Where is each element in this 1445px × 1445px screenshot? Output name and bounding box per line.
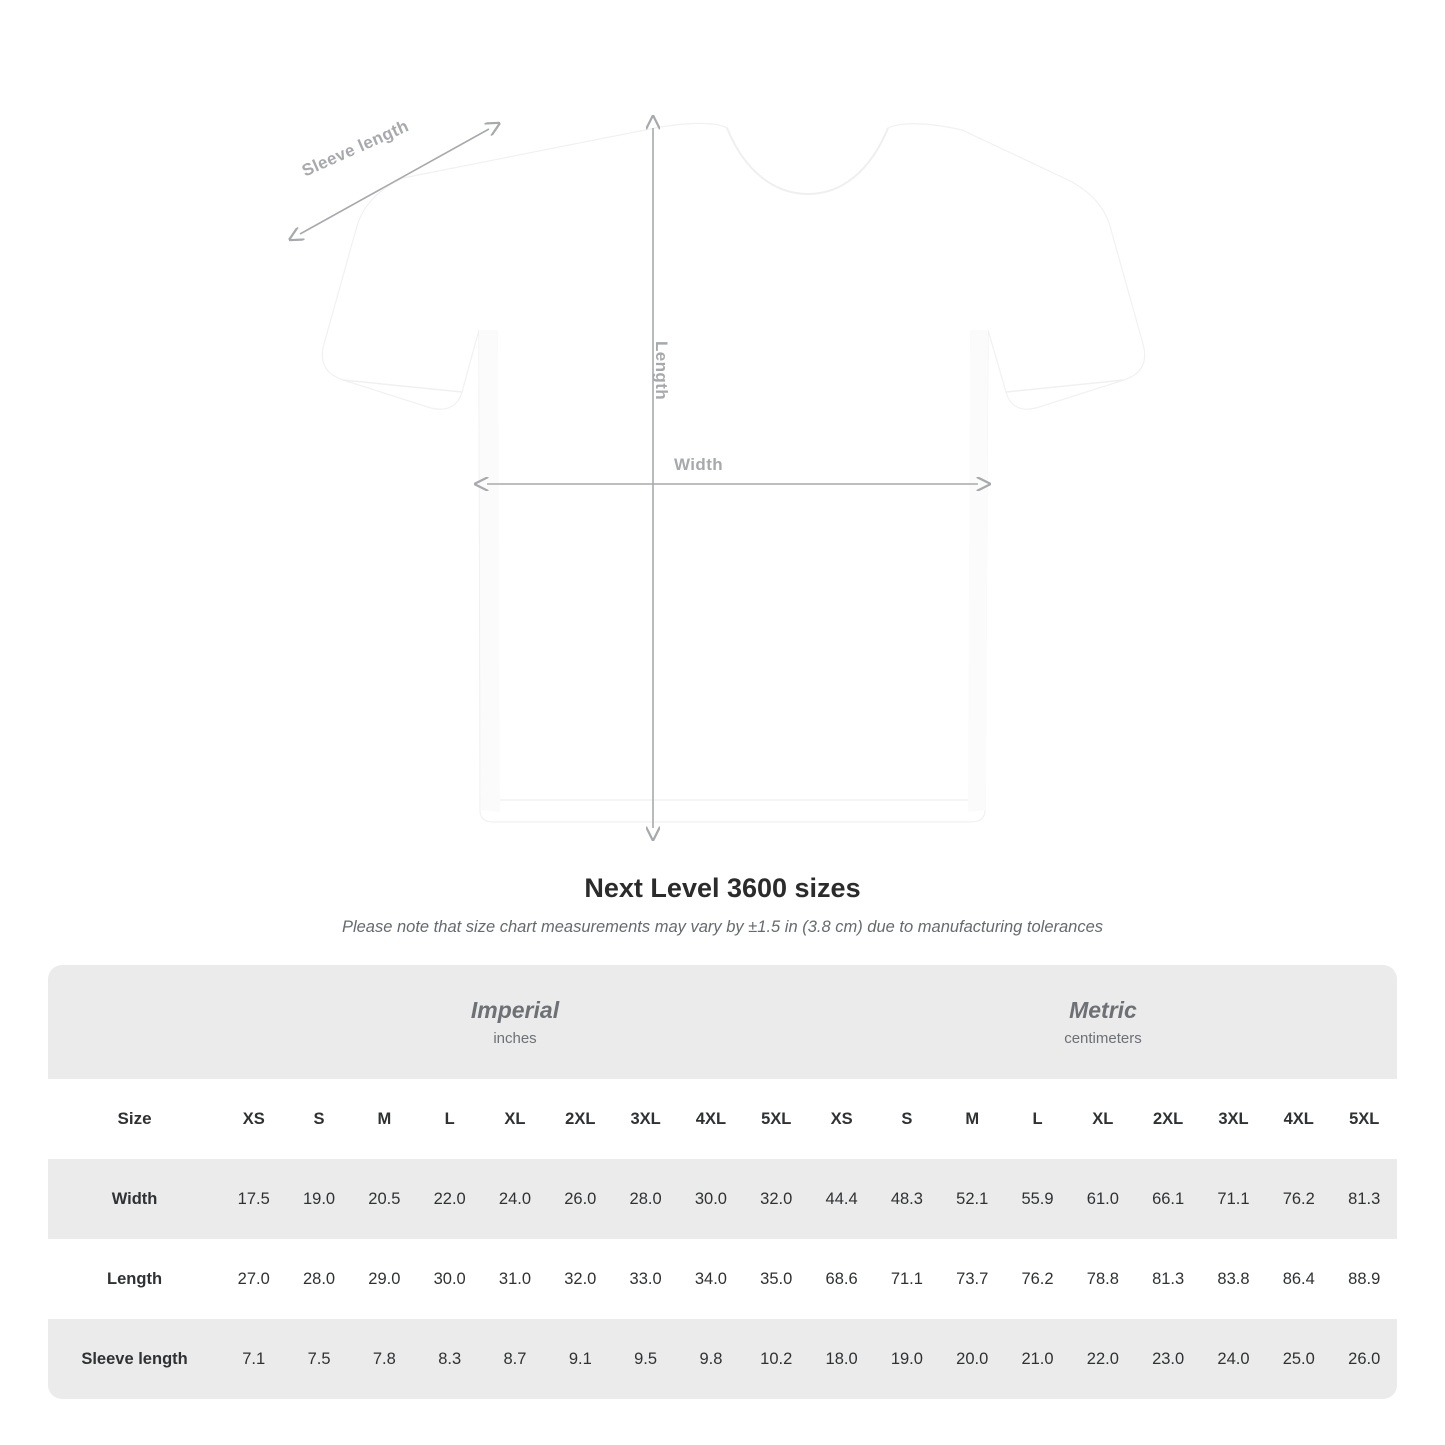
group-spacer xyxy=(48,965,221,1079)
cell-length-metric-l: 76.2 xyxy=(1005,1239,1070,1319)
group-imperial-title: Imperial xyxy=(470,997,560,1024)
cell-width-imperial-xs: 17.5 xyxy=(221,1159,286,1239)
size-header-metric-4xl: 4XL xyxy=(1266,1079,1331,1159)
unit-group-row xyxy=(48,965,1397,1079)
size-header-imperial-2xl: 2XL xyxy=(548,1079,613,1159)
cell-length-metric-3xl: 83.8 xyxy=(1201,1239,1266,1319)
cell-length-metric-5xl: 88.9 xyxy=(1331,1239,1397,1319)
size-header-metric-3xl: 3XL xyxy=(1201,1079,1266,1159)
cell-length-metric-m: 73.7 xyxy=(940,1239,1005,1319)
cell-width-metric-3xl: 71.1 xyxy=(1201,1159,1266,1239)
cell-width-metric-m: 52.1 xyxy=(940,1159,1005,1239)
size-header-metric-xs: XS xyxy=(809,1079,874,1159)
length-label: Length xyxy=(652,341,671,401)
size-header-imperial-s: S xyxy=(286,1079,351,1159)
size-header-label: Size xyxy=(48,1079,221,1159)
cell-width-metric-l: 55.9 xyxy=(1005,1159,1070,1239)
cell-length-metric-xs: 68.6 xyxy=(809,1239,874,1319)
cell-sleeve-metric-3xl: 24.0 xyxy=(1201,1319,1266,1399)
tolerance-note: Please note that size chart measurements may vary by ±1.5 in (3.8 cm) due to manufacturing tolerances xyxy=(341,918,1104,936)
cell-width-metric-xl: 61.0 xyxy=(1070,1159,1135,1239)
shirt-shape xyxy=(322,123,1144,822)
size-header-metric-xl: XL xyxy=(1070,1079,1135,1159)
cell-length-imperial-s: 28.0 xyxy=(286,1239,351,1319)
group-metric-title: Metric xyxy=(1069,997,1137,1024)
cell-length-imperial-xs: 27.0 xyxy=(221,1239,286,1319)
cell-sleeve-imperial-l: 8.3 xyxy=(417,1319,482,1399)
size-header-imperial-m: M xyxy=(352,1079,417,1159)
cell-width-metric-xs: 44.4 xyxy=(809,1159,874,1239)
size-header-metric-m: M xyxy=(940,1079,1005,1159)
cell-width-imperial-m: 20.5 xyxy=(352,1159,417,1239)
group-imperial-unit: inches xyxy=(493,1029,537,1047)
cell-length-imperial-2xl: 32.0 xyxy=(548,1239,613,1319)
cell-length-metric-s: 71.1 xyxy=(874,1239,939,1319)
cell-length-metric-2xl: 81.3 xyxy=(1135,1239,1200,1319)
group-metric-unit: centimeters xyxy=(1064,1029,1142,1047)
size-header-imperial-3xl: 3XL xyxy=(613,1079,678,1159)
cell-sleeve-imperial-s: 7.5 xyxy=(286,1319,351,1399)
row-label-sleeve-length: Sleeve length xyxy=(48,1319,221,1399)
table-row xyxy=(48,1239,1397,1319)
cell-width-metric-4xl: 76.2 xyxy=(1266,1159,1331,1239)
cell-width-imperial-l: 22.0 xyxy=(417,1159,482,1239)
cell-length-imperial-xl: 31.0 xyxy=(482,1239,547,1319)
size-header-imperial-l: L xyxy=(417,1079,482,1159)
cell-width-metric-s: 48.3 xyxy=(874,1159,939,1239)
cell-width-metric-2xl: 66.1 xyxy=(1135,1159,1200,1239)
cell-length-imperial-4xl: 34.0 xyxy=(678,1239,743,1319)
cell-sleeve-metric-5xl: 26.0 xyxy=(1331,1319,1397,1399)
cell-width-imperial-s: 19.0 xyxy=(286,1159,351,1239)
cell-sleeve-metric-xl: 22.0 xyxy=(1070,1319,1135,1399)
size-header-imperial-4xl: 4XL xyxy=(678,1079,743,1159)
group-metric xyxy=(809,965,1397,1079)
size-header-imperial-5xl: 5XL xyxy=(744,1079,809,1159)
size-header-metric-l: L xyxy=(1005,1079,1070,1159)
cell-length-metric-xl: 78.8 xyxy=(1070,1239,1135,1319)
cell-sleeve-metric-4xl: 25.0 xyxy=(1266,1319,1331,1399)
cell-sleeve-imperial-xl: 8.7 xyxy=(482,1319,547,1399)
cell-length-imperial-m: 29.0 xyxy=(352,1239,417,1319)
row-label-length: Length xyxy=(48,1239,221,1319)
cell-sleeve-metric-l: 21.0 xyxy=(1005,1319,1070,1399)
size-table-wrapper xyxy=(48,965,1397,1399)
size-header-row xyxy=(48,1079,1397,1159)
cell-sleeve-imperial-5xl: 10.2 xyxy=(744,1319,809,1399)
width-label: Width xyxy=(674,455,724,474)
cell-width-imperial-3xl: 28.0 xyxy=(613,1159,678,1239)
size-header-metric-s: S xyxy=(874,1079,939,1159)
row-label-width: Width xyxy=(48,1159,221,1239)
size-header-metric-5xl: 5XL xyxy=(1331,1079,1397,1159)
cell-sleeve-metric-2xl: 23.0 xyxy=(1135,1319,1200,1399)
size-header-metric-2xl: 2XL xyxy=(1135,1079,1200,1159)
cell-width-metric-5xl: 81.3 xyxy=(1331,1159,1397,1239)
size-table xyxy=(48,965,1397,1399)
cell-sleeve-imperial-2xl: 9.1 xyxy=(548,1319,613,1399)
group-imperial xyxy=(221,965,809,1079)
title-block xyxy=(0,873,1445,937)
cell-sleeve-imperial-4xl: 9.8 xyxy=(678,1319,743,1399)
size-header-imperial-xl: XL xyxy=(482,1079,547,1159)
table-row xyxy=(48,1159,1397,1239)
cell-sleeve-imperial-m: 7.8 xyxy=(352,1319,417,1399)
page-title: Next Level 3600 sizes xyxy=(584,873,861,903)
cell-sleeve-imperial-3xl: 9.5 xyxy=(613,1319,678,1399)
cell-length-metric-4xl: 86.4 xyxy=(1266,1239,1331,1319)
cell-sleeve-imperial-xs: 7.1 xyxy=(221,1319,286,1399)
cell-width-imperial-5xl: 32.0 xyxy=(744,1159,809,1239)
cell-length-imperial-l: 30.0 xyxy=(417,1239,482,1319)
cell-width-imperial-xl: 24.0 xyxy=(482,1159,547,1239)
cell-length-imperial-3xl: 33.0 xyxy=(613,1239,678,1319)
cell-sleeve-metric-xs: 18.0 xyxy=(809,1319,874,1399)
sleeve-length-label: Sleeve length xyxy=(299,116,412,181)
size-header-imperial-xs: XS xyxy=(221,1079,286,1159)
cell-width-imperial-4xl: 30.0 xyxy=(678,1159,743,1239)
cell-sleeve-metric-s: 19.0 xyxy=(874,1319,939,1399)
cell-length-imperial-5xl: 35.0 xyxy=(744,1239,809,1319)
cell-sleeve-metric-m: 20.0 xyxy=(940,1319,1005,1399)
table-row xyxy=(48,1319,1397,1399)
cell-width-imperial-2xl: 26.0 xyxy=(548,1159,613,1239)
